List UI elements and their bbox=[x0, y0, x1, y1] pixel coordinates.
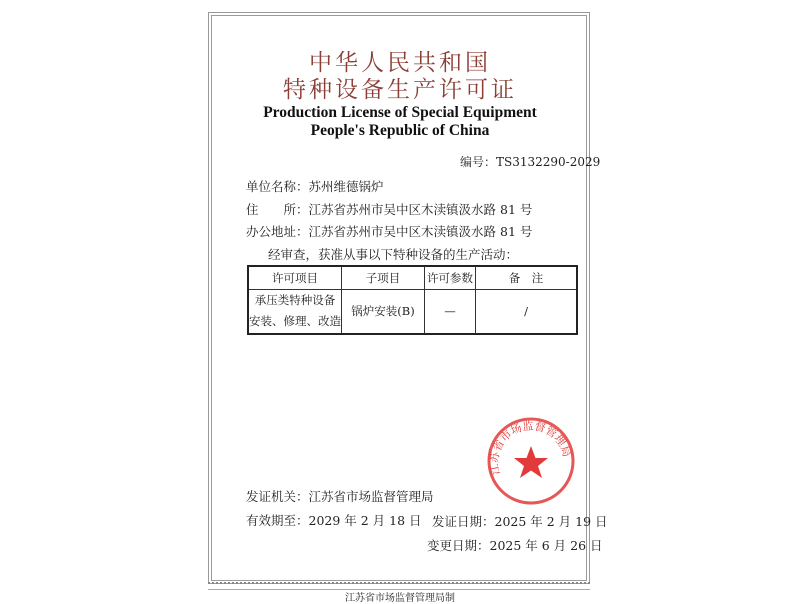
table-cell: 锅炉安装(B) bbox=[342, 289, 425, 334]
change-date: 变更日期：2025 年 6 月 26 日 bbox=[427, 538, 603, 553]
field-office bbox=[246, 224, 532, 240]
header-cell: 子项目 bbox=[342, 266, 425, 289]
title-cn-line1: 中华人民共和国 bbox=[309, 50, 491, 76]
field-value: 江苏省苏州市吴中区木渎镇汲水路 81 号 bbox=[308, 202, 533, 217]
issue-date: 发证日期：2025 年 2 月 19 日 bbox=[432, 514, 608, 529]
title-cn-line2: 特种设备生产许可证 bbox=[283, 77, 517, 103]
issuer: 发证机关：江苏省市场监督管理局 bbox=[246, 489, 434, 504]
field-value: 江苏省苏州市吴中区木渎镇汲水路 81 号 bbox=[308, 224, 533, 239]
table-cell: / bbox=[476, 289, 578, 334]
field-label: 住 所： bbox=[246, 202, 309, 217]
table-cell: 承压类特种设备 安装、修理、改造 bbox=[248, 289, 342, 334]
footer-text: 江苏省市场监督管理局制 bbox=[345, 593, 455, 604]
valid-until: 有效期至：2029 年 2 月 18 日 bbox=[246, 513, 422, 528]
field-value: 苏州维德锅炉 bbox=[308, 179, 384, 194]
license-number: 编号：TS3132290-2029 bbox=[460, 155, 601, 169]
seal-text: 江苏省市场监督管理局 bbox=[487, 419, 574, 476]
header-cell: 许可项目 bbox=[248, 266, 342, 289]
field-label: 办公地址： bbox=[246, 224, 309, 239]
table-cell: — bbox=[425, 289, 476, 334]
title-en-line2: People's Republic of China bbox=[310, 122, 490, 139]
field-company bbox=[246, 179, 384, 195]
permit-table bbox=[247, 265, 578, 335]
field-label: 单位名称： bbox=[246, 179, 309, 194]
header-cell: 许可参数 bbox=[425, 266, 476, 289]
field-address bbox=[246, 202, 532, 218]
official-seal bbox=[486, 416, 576, 506]
title-en-line1: Production License of Special Equipment bbox=[263, 104, 537, 121]
header-cell: 备 注 bbox=[476, 266, 578, 289]
statement: 经审查，获准从事以下特种设备的生产活动： bbox=[268, 247, 519, 262]
